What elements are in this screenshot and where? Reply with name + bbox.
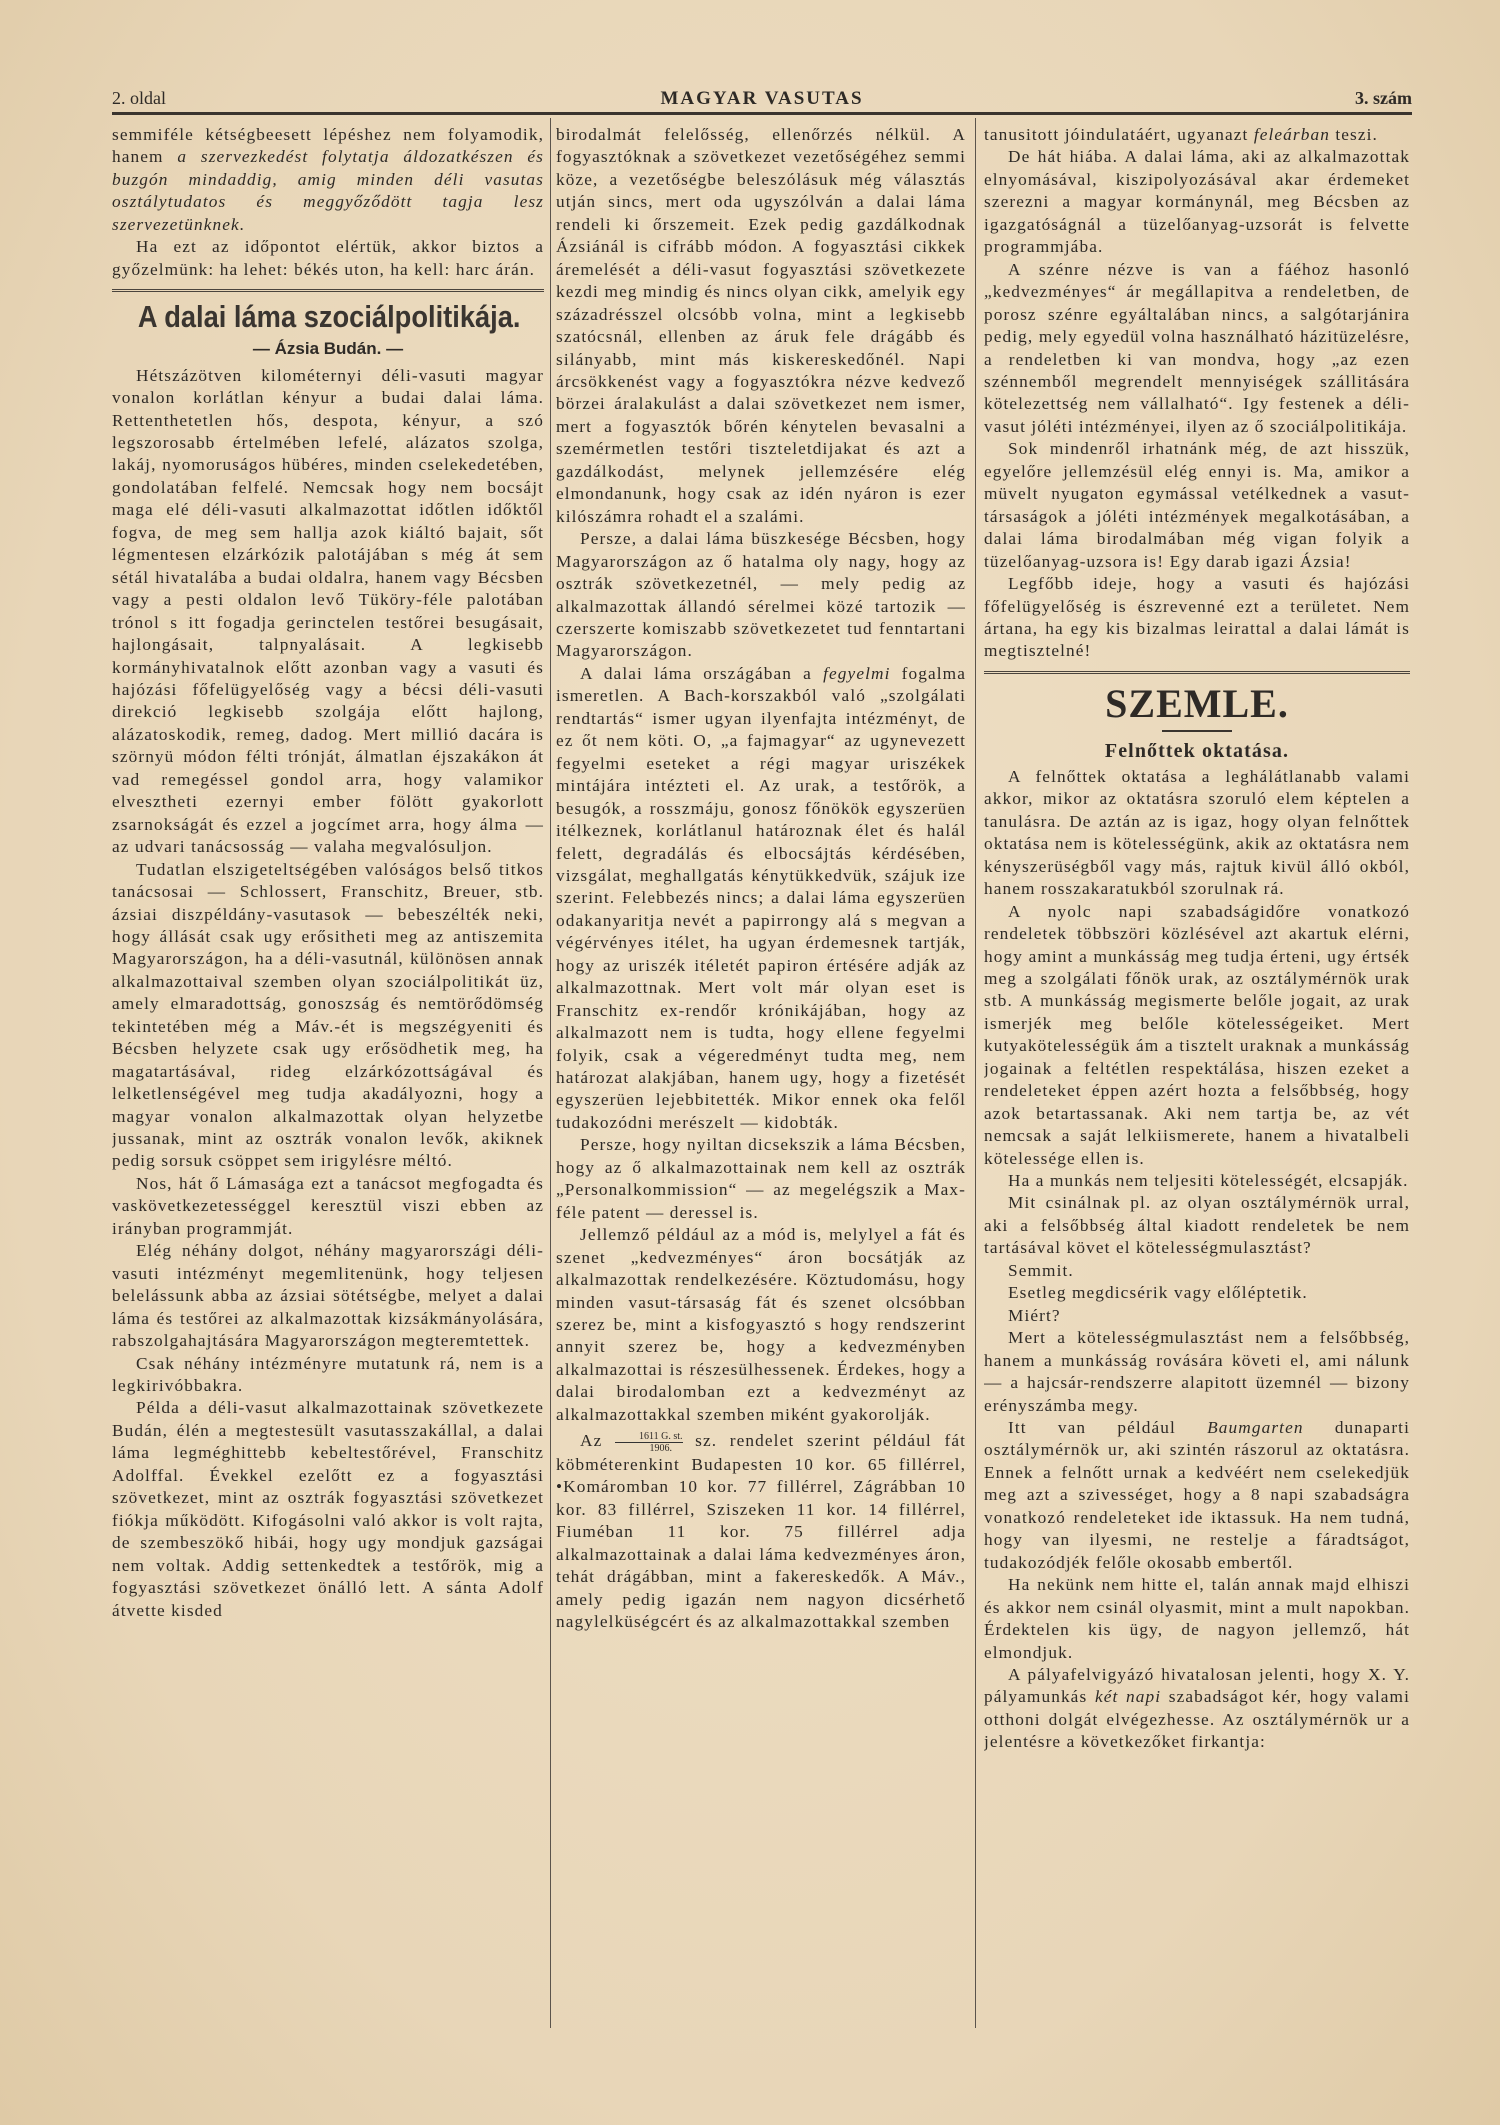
text: Mit csinálnak pl. az olyan osztálymérnök urral, aki a felsőbbség által kiadott rendeletek be nem tartásával követ el kötelességmulasztást?	[984, 1193, 1410, 1258]
italic-text: fegyelmi	[823, 663, 891, 683]
article-body	[556, 124, 966, 1426]
section-divider	[984, 671, 1410, 674]
text: Semmit.	[1008, 1260, 1074, 1280]
page-header	[112, 88, 1412, 112]
paragraph	[112, 1353, 544, 1398]
text: Itt van például	[1008, 1418, 1208, 1438]
text: dunaparti osztálymérnök ur, aki szintén rászorul az oktatásra. Ennek a felnőtt urnak a kedvéért nem cselekedjük meg azt a szivességet, hogy a 8 napi szabadságra vonatkozó rendeleteket ide iktassuk. Ha nem tudná, hogy van ilyesmi, ne restelje a fáradtságot, tudakozódjék felőle okosabb embertől.	[984, 1418, 1410, 1572]
paragraph	[984, 901, 1410, 1170]
text: A nyolc napi szabadságidőre vonatkozó rendeletek többszöri közlésével azt akartuk elérni, hogy amint a munkásság meg tudja érteni, ugy értsék meg a szolgálati főnök urak, az osztálymérnök urak stb. A munkásság megismerte belőle jogait, az urak ismerjék meg belőle kötelességeiket. Mert kutyakötelességük ám a tisztelt uraknak a munkásság jogainak a feltétlen respektálása, hiszen ezeket a rendeleteket éppen azért hozta a felsőbbség, hogy azok betartassanak. Aki nem tartja be, az vét nemcsak a saját lelkiismerete, hanem a hivatalbeli kötelessége ellen is.	[984, 901, 1410, 1168]
text: A pályafelvigyázó hivatalosan jelenti, hogy X. Y. pályamunkás	[984, 1665, 1410, 1707]
paragraph	[112, 1240, 544, 1352]
decree-paragraph	[556, 1430, 966, 1633]
text: birodalmát felelősség, ellenőrzés nélkül. A fogyasztóknak a szövetkezet vezetőségéhez semmi köze, a vezetőségbe beleszólásuk még választás utján sincs, mert oda ugyszólván a dalai láma rendeli ki őrszemeit. Ezek pedig gazdálkodnak Ázsiánál is cifrább módon. A fogyasztási cikkek áremelését a déli-vasut fogyasztási szövetkezete kezdi meg mindig és nincs olyan cikk, amelyik egy századrésszel olcsóbb volna, mint a legkisebb szatócsnál, ellenben az áruk fele drágább és silányabb, mint más kiskereskedőnél. Napi árcsökkenést vagy a fogyasztókra nézve kedvező börzei áralakulást a dalai szövetkezet nem ismer, mert a fogyasztók bőrén kénytelen bevasalni a szemérmetlen testőri tiszteletdijakat és azt a gazdálkodást, melynek jellemzésére elég elmondanunk, hogy csak az idén nyáron is ezer kilószámra rohadt el a szalámi.	[556, 125, 966, 526]
short-rule	[1162, 730, 1232, 732]
article-body	[984, 124, 1410, 663]
intro-article	[112, 124, 544, 281]
paragraph	[112, 365, 544, 859]
article-body	[984, 766, 1410, 1754]
paragraph	[984, 1327, 1410, 1417]
text: A dalai láma országában a	[580, 663, 824, 683]
paragraph	[112, 1397, 544, 1622]
paragraph	[984, 146, 1410, 258]
article-subheadline: — Ázsia Budán. —	[252, 339, 404, 359]
paragraph	[984, 1664, 1410, 1754]
paragraph	[984, 1192, 1410, 1259]
text: Ha ezt az időpontot elértük, akkor biztos a győzelmünk: ha lehet: békés uton, ha kell: harc árán.	[112, 237, 544, 279]
page-number: 2. oldal	[112, 88, 166, 108]
column-divider	[975, 118, 976, 2028]
text: semmiféle kétségbeesett lépéshez nem folyamodik, hanem	[112, 125, 544, 167]
paragraph	[984, 124, 1410, 146]
text: Ha nekünk nem hitte el, talán annak majd elhiszi és akkor nem csinál olyasmit, mint a mult napokban. Érdektelen kis ügy, de nagyon jellemző, hát elmondjuk.	[984, 1575, 1410, 1662]
paragraph	[984, 1260, 1410, 1282]
paragraph	[984, 438, 1410, 573]
text: Persze, hogy nyiltan dicsekszik a láma Bécsben, hogy az ő alkalmazottainak nem kell az osztrák „Personalkommission“ — az megelégszik a Max-féle patent — deressel is.	[556, 1135, 966, 1222]
paragraph	[556, 1134, 966, 1224]
text: Sok mindenről irhatnánk még, de azt hisszük, egyelőre jellemzésül elég ennyi is. Ma, amikor a müvelt nyugaton egymással vetélkednek a vasut-társaságok a jóléti intézmények megalkotásában, a dalai láma birodalmában még vigan folyik a tüzelőanyag-uzsora is! Egy darab igazi Ázsia!	[984, 439, 1410, 571]
article-body	[112, 365, 544, 1622]
text: sz. rendelet szerint például fát köbméterenkint Budapesten 10 kor. 65 fillérrel, •Komáromban 10 kor. 77 fillérrel, Zágrábban 10 kor. 83 fillérrel, Sziszeken 11 kor. 14 fillérrel, Fiuméban 11 kor. 75 fillérrel adja alkalmazottainak a dalai láma kedvezményes áron, tehát drágábban, mint a fakereskedők. A Máv., amely pedig igazán nem nagyon dicsérhető nagylelküségcért és az alkalmazottakkal szemben	[556, 1431, 966, 1631]
text: Jellemző például az a mód is, melylyel a fát és szenet „kedvezményes“ áron bocsátják az alkalmazottak rendelkezésére. Köztudomásu, hogy minden vasut-társaság fát és szenet olcsóbban szerez be, mint a kisfogyasztó s hogy rendszerint annyit szerez be, hogy a kedvezményben alkalmazottai is részesülhessenek. Érdekes, hogy a dalai birodalomban ezt a kedvezményt az alkalmazottakkal szemben miként gyakorolják.	[556, 1225, 966, 1424]
article-headline: A dalai láma szociálpolitikája.	[137, 299, 521, 335]
column-1	[112, 124, 544, 2044]
paragraph	[112, 859, 544, 1173]
fraction-numerator: 1611 G. st.	[615, 1431, 683, 1443]
text: Persze, a dalai láma büszkesége Bécsben, hogy Magyarországon az ő hatalma oly nagy, hogy az osztrák szövetkezetnél, — mely pedig az alkalmazottak állandó sérelmei közé tartozik — czerszerte komiszabb szövetkezetet tud fenntartani Magyarországon.	[556, 529, 966, 661]
paragraph	[984, 1305, 1410, 1327]
text: Az	[580, 1431, 615, 1451]
italic-text: a szervezkedést folytatja áldozatkészen és buzgón mindaddig, amig minden déli vasutas osztálytudatos és meggyőződött tagja lesz szervezetünknek.	[112, 147, 544, 234]
paragraph	[556, 124, 966, 528]
paragraph	[984, 1282, 1410, 1304]
text: fogalma ismeretlen. A Bach-korszakból való „szolgálati rendtartás“ ismer ugyan ilyenfajta intézményt, de ez őt nem köti. O, „a fajmagyar“ az ugynevezett fegyelmi eseteket a régi magyar uriszékek mintájára intézteti el. Az urak, a testőrök, a besugók, a rosszmáju, gonosz főnökök egyszerüen itélkeznek, korlátlanul határoznak élet és halál felett, degradálás és elbocsájtás kérdésében, vizsgálat, meghallgatás kénytükkedvük, szájuk ize szerint. Felebbezés nincs; a dalai láma egyszerüen odakanyaritja nevét a papirrongy alá s megvan a végérvényes itélet, ha ugyan érdemesnek tartják, hogy az uriszék itéletét papiron értésére adják az alkalmazottnak. Mert volt már olyan eset is Franschitz ex-rendőr krónikájában, hogy az alkalmazott nem is tudta, hogy ellene fegyelmi folyik, csak a végeredményt tudta meg, nem határozat alakjában, hanem ugy, hogy a fizetését egyszerüen lejebbitették. Mikor ennek oka felől tudakozódni merészelt — kidobták.	[556, 663, 966, 1132]
italic-text: feleárban	[1253, 125, 1330, 144]
column-2	[556, 124, 966, 2044]
text: Elég néhány dolgot, néhány magyarországi déli-vasuti intézményt megemlitenünk, hogy teljesen belelássunk abba az ázsiai sötétségbe, melyet a dalai láma és testőrei az alkalmazottak kizsákmányolására, rabszolgahajtására Magyarországon megteremtettek.	[112, 1241, 544, 1351]
text: teszi.	[1329, 125, 1378, 144]
text: Miért?	[1008, 1305, 1061, 1325]
paragraph	[984, 573, 1410, 663]
paragraph	[984, 1417, 1410, 1574]
text: De hát hiába. A dalai láma, aki az alkalmazottak elnyomásával, kiszipolyozásával akar érdemeket szerezni a magyar kormánynál, meg Bécsben az igazgatóságnál a tüzelőanyag-uzsorát is felvette programmjába.	[984, 147, 1410, 257]
text: tanusitott jóindulatáért, ugyanazt	[984, 125, 1254, 144]
column-3	[984, 124, 1410, 2044]
text: A szénre nézve is van a fáéhoz hasonló „kedvezményes“ ár megállapitva a rendeletben, de porosz szénre egyáltalában nincs, a salgótarjánira pedig, mely egyedül volna használható házitüzelésre, a rendeletben ki van mondva, hogy „az ezen szénnemből megrendelt mennyiségek szállitására kötelezettség nem vállalható“. Igy festenek a déli-vasut jóléti intézményei, ilyen az ő szociálpolitikája.	[984, 259, 1410, 436]
section-title: SZEMLE.	[1105, 680, 1289, 726]
text: szabadságot kér, hogy valami otthoni dolgát elvégezhesse. Az osztálymérnök ur a jelentésre a következőket firkantja:	[984, 1687, 1410, 1752]
paragraph	[984, 766, 1410, 901]
paragraph	[112, 124, 544, 236]
column-divider	[550, 118, 551, 2028]
italic-text: két napi	[1094, 1687, 1162, 1707]
paragraph	[984, 1170, 1410, 1192]
newspaper-title: MAGYAR VASUTAS	[660, 88, 864, 109]
issue-number: 3. szám	[1355, 88, 1412, 108]
text: Tudatlan elszigeteltségében valóságos belső titkos tanácsosai — Schlossert, Franschitz, Breuer, stb. ázsiai diszpéldány-vasutasok — bebeszélték neki, hogy állását csak ugy erősitheti meg az antiszemita Magyarországon, ha a déli-vasutnál, különösen annak alkalmazottaival szemben olyan szociálpolitikát üz, amely elmaradottság, gonoszság és nemtörődömség tekintetében még a Máv.-ét is megszégyeniti és Bécsben helyzete csak ugy erősödhetik meg, ha magatartásával, rideg elzárkózottságával és lelketlenségével meg tudja akadályozni, hogy a magyar vonalon alkalmazottak olyan helyzetbe jussanak, mint az osztrák vonalon levők, akiknek pedig sorsuk csöppet sem irigylésre méltó.	[112, 859, 544, 1171]
text: Nos, hát ő Lámasága ezt a tanácsot megfogadta és vaskövetkezetességgel keresztül viszi ebben az irányban programmját.	[112, 1173, 544, 1238]
article-divider	[112, 289, 544, 292]
paragraph	[112, 1173, 544, 1240]
text: Esetleg megdicsérik vagy előléptetik.	[1008, 1283, 1308, 1303]
paragraph	[556, 1224, 966, 1426]
text: Hétszázötven kilométernyi déli-vasuti magyar vonalon korlátlan kényur a budai dalai láma. Rettenthetetlen hős, despota, kényur, a szó legszorosabb értelmében lefelé, alázatos szolga, lakáj, nyomoruságos hübéres, minden cselekedetében, gondolatában felfelé. Nemcsak hogy nem bocsájt maga elé déli-vasuti alkalmazottat időtlen időktől fogva, de meg sem hallja azok kiáltó bajait, sőt légmentesen elzárkózik palotájában s még át sem sétál hivatalába a budai oldalra, hanem vagy Bécsben vagy a pesti oldalon levő Tüköry-féle palotában trónol s itt fogadja gerinctelen testőrei besugásait, hajlongásait, talpnyalásait. A legkisebb kormányhivatalnok előtt azonban vagy a vasuti és hajózási főfelügyelőség vagy a bécsi déli-vasuti direkció legkisebb szolgája előtt hajlong, alázatoskodik, remeg, dadog. Mert millió dacára is szörnyü módon félti trónját, álmatlan éjszakákon át vad remegéssel gondol arra, hogy valamikor elvesztheti ezernyi ember fölött gyakorlott zsarnokságát és ezzel a jogcímet arra, hogy álma — az udvari tanácsosság — valaha megvalósuljon.	[112, 365, 544, 857]
text: Legfőbb ideje, hogy a vasuti és hajózási főfelügyelőség is észrevenné ezt a területet. Nem ártana, ha egy kis bizalmas leirattal a dalai lámát is megtisztelné!	[984, 574, 1410, 661]
text: Példa a déli-vasut alkalmazottainak szövetkezete Budán, élén a megtestesült vasutasszakállal, a dalai láma legméghittebb kebeltestőrével, Franschitz Adolffal. Évekkel ezelőtt ez a fogyasztási szövetkezet, mint az osztrák fogyasztási szövetkezet fiókja működött. Kifogásolni való akkor is volt rajta, de szembeszökő hibái, hogy ugy mondjuk gazságai nem voltak. Addig settenkedtek a testőrök, mig a fogyasztási szövetkezet önálló lett. A sánta Adolf átvette kisded	[112, 1398, 544, 1620]
text: Mert a kötelességmulasztást nem a felsőbbség, hanem a munkásság rovására követi el, ami nálunk — a hajcsár-rendszerre alapitott üzemnél — bizony erényszámba megy.	[984, 1328, 1410, 1415]
decree-number-fraction	[615, 1431, 683, 1454]
fraction-denominator: 1906.	[649, 1442, 672, 1454]
paragraph	[112, 236, 544, 281]
header-rule	[112, 112, 1412, 115]
paragraph	[556, 663, 966, 1135]
italic-text: Baumgarten	[1207, 1418, 1304, 1438]
article-title: Felnőttek oktatása.	[1104, 739, 1290, 762]
paragraph	[984, 1574, 1410, 1664]
paragraph	[556, 528, 966, 663]
text: Csak néhány intézményre mutatunk rá, nem is a legkirivóbbakra.	[112, 1353, 544, 1396]
text: A felnőttek oktatása a leghálátlanabb valami akkor, mikor az oktatásra szoruló elem képtelen a tanulásra. De aztán az is igaz, hogy olyan felnőttek oktatása nem is kötelességünk, akik az oktatásra nem kényszerüségből vagy más, rajtuk kivül álló okból, hanem rosszakaratukból szorulnak rá.	[984, 766, 1410, 899]
paragraph	[984, 259, 1410, 439]
text: Ha a munkás nem teljesiti kötelességét, elcsapják.	[1008, 1171, 1409, 1191]
